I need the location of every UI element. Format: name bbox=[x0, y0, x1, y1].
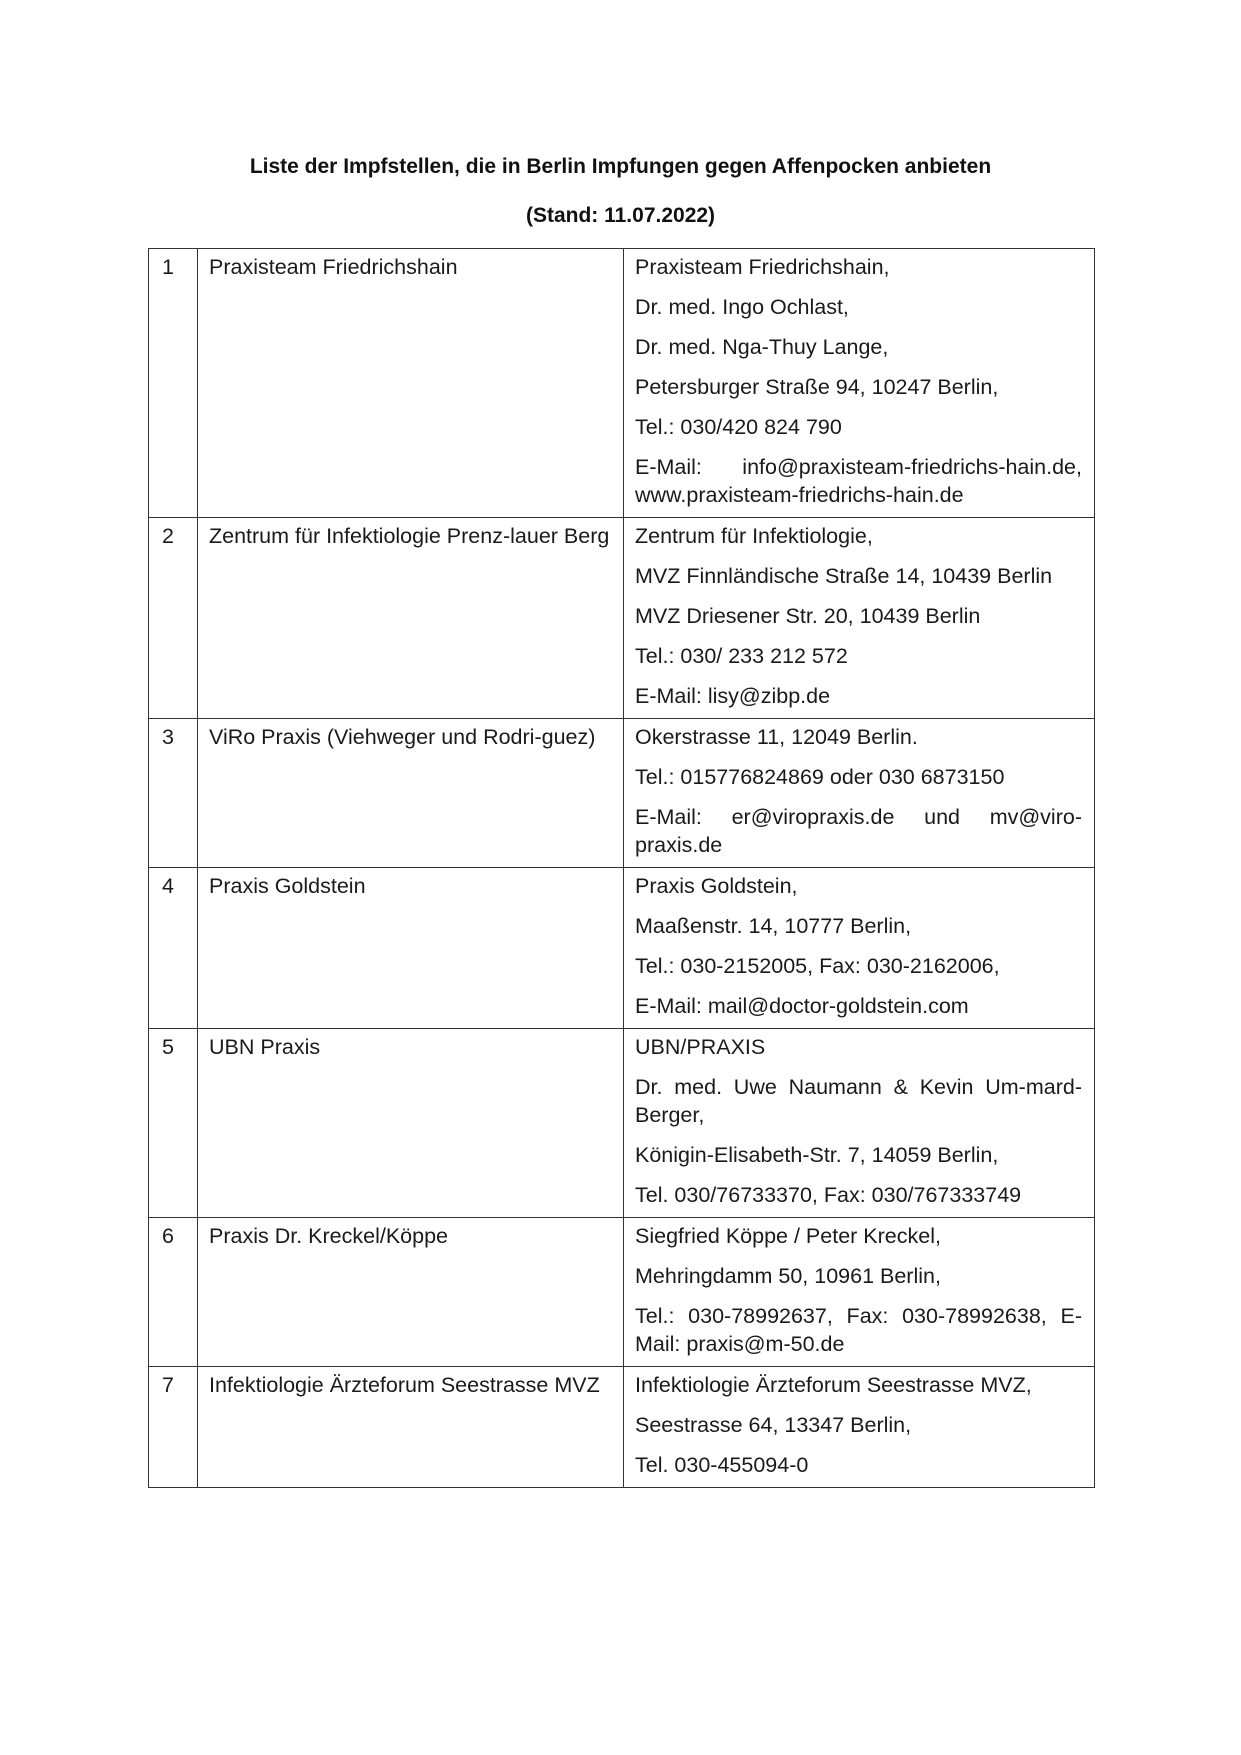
site-contact-cell bbox=[624, 1218, 1095, 1367]
site-contact-cell bbox=[624, 719, 1095, 868]
site-name-cell bbox=[198, 1218, 624, 1367]
table-row bbox=[149, 1218, 1095, 1367]
table-row bbox=[149, 868, 1095, 1029]
contact-block bbox=[624, 1218, 1094, 1366]
table-row bbox=[149, 1367, 1095, 1488]
row-number-cell bbox=[149, 1029, 198, 1218]
contact-line: Dr. med. Uwe Naumann & Kevin Um-mard-Berger, bbox=[635, 1075, 1082, 1127]
site-name-cell bbox=[198, 518, 624, 719]
contact-block bbox=[624, 1029, 1094, 1217]
row-number-cell bbox=[149, 1367, 198, 1488]
contact-block bbox=[624, 719, 1094, 867]
table-row bbox=[149, 249, 1095, 518]
contact-line: Dr. med. Nga-Thuy Lange, bbox=[635, 335, 889, 359]
site-contact-cell bbox=[624, 249, 1095, 518]
contact-block bbox=[624, 868, 1094, 1028]
contact-block bbox=[624, 518, 1094, 718]
contact-line: Tel.: 030-78992637, Fax: 030-78992638, E-Mail: praxis@m-50.de bbox=[635, 1304, 1082, 1356]
site-contact-cell bbox=[624, 868, 1095, 1029]
site-name-cell bbox=[198, 868, 624, 1029]
contact-line: Tel.: 030/420 824 790 bbox=[635, 415, 842, 439]
contact-line: Tel.: 030-2152005, Fax: 030-2162006, bbox=[635, 954, 1000, 978]
row-number-cell bbox=[149, 518, 198, 719]
row-number: 3 bbox=[162, 725, 174, 749]
row-number: 2 bbox=[162, 524, 174, 548]
contact-line: Tel.: 030/ 233 212 572 bbox=[635, 644, 848, 668]
contact-line: MVZ Driesener Str. 20, 10439 Berlin bbox=[635, 604, 981, 628]
contact-line: Dr. med. Ingo Ochlast, bbox=[635, 295, 849, 319]
contact-line: Königin-Elisabeth-Str. 7, 14059 Berlin, bbox=[635, 1143, 999, 1167]
site-contact-cell bbox=[624, 518, 1095, 719]
contact-line: Infektiologie Ärzteforum Seestrasse MVZ, bbox=[635, 1373, 1032, 1397]
row-number: 7 bbox=[162, 1373, 174, 1397]
contact-line: Tel.: 015776824869 oder 030 6873150 bbox=[635, 765, 1005, 789]
table-row bbox=[149, 1029, 1095, 1218]
contact-line: Okerstrasse 11, 12049 Berlin. bbox=[635, 725, 918, 749]
document-subtitle: (Stand: 11.07.2022) bbox=[525, 204, 716, 227]
contact-line: MVZ Finnländische Straße 14, 10439 Berlin bbox=[635, 564, 1053, 588]
site-contact-cell bbox=[624, 1367, 1095, 1488]
site-name: Zentrum für Infektiologie Prenz-lauer Berg bbox=[209, 524, 610, 548]
row-number: 1 bbox=[162, 255, 174, 279]
site-name: UBN Praxis bbox=[209, 1035, 321, 1059]
row-number-cell bbox=[149, 719, 198, 868]
contact-line: UBN/PRAXIS bbox=[635, 1035, 766, 1059]
contact-line: Tel. 030/76733370, Fax: 030/767333749 bbox=[635, 1183, 1022, 1207]
row-number-cell bbox=[149, 249, 198, 518]
table-row bbox=[149, 518, 1095, 719]
site-contact-cell bbox=[624, 1029, 1095, 1218]
row-number-cell bbox=[149, 868, 198, 1029]
row-number: 5 bbox=[162, 1035, 174, 1059]
contact-line: Praxisteam Friedrichshain, bbox=[635, 255, 890, 279]
site-name-cell bbox=[198, 1367, 624, 1488]
contact-line: E-Mail: lisy@zibp.de bbox=[635, 684, 831, 708]
contact-block bbox=[624, 249, 1094, 517]
contact-line: Seestrasse 64, 13347 Berlin, bbox=[635, 1413, 912, 1437]
site-name: Praxis Dr. Kreckel/Köppe bbox=[209, 1224, 448, 1248]
row-number: 6 bbox=[162, 1224, 174, 1248]
row-number-cell bbox=[149, 1218, 198, 1367]
contact-line: Siegfried Köppe / Peter Kreckel, bbox=[635, 1224, 941, 1248]
document-title: Liste der Impfstellen, die in Berlin Impfungen gegen Affenpocken anbieten bbox=[249, 155, 992, 178]
row-number: 4 bbox=[162, 874, 174, 898]
site-name-cell bbox=[198, 1029, 624, 1218]
site-name: Infektiologie Ärzteforum Seestrasse MVZ bbox=[209, 1373, 600, 1397]
contact-line: Zentrum für Infektiologie, bbox=[635, 524, 873, 548]
contact-line: Praxis Goldstein, bbox=[635, 874, 798, 898]
site-name-cell bbox=[198, 719, 624, 868]
site-name: ViRo Praxis (Viehweger und Rodri-guez) bbox=[209, 725, 596, 749]
contact-line: E-Mail: er@viropraxis.de und mv@viro-praxis.de bbox=[635, 805, 1082, 857]
site-name: Praxis Goldstein bbox=[209, 874, 366, 898]
contact-block bbox=[624, 1367, 1094, 1487]
contact-line: Maaßenstr. 14, 10777 Berlin, bbox=[635, 914, 912, 938]
contact-line: E-Mail: info@praxisteam-friedrichs-hain.de, www.praxisteam-friedrichs-hain.de bbox=[635, 455, 1082, 507]
contact-line: Petersburger Straße 94, 10247 Berlin, bbox=[635, 375, 999, 399]
table-row bbox=[149, 719, 1095, 868]
contact-line: E-Mail: mail@doctor-goldstein.com bbox=[635, 994, 969, 1018]
contact-line: Tel. 030-455094-0 bbox=[635, 1453, 809, 1477]
vaccination-sites-table bbox=[148, 248, 1095, 1488]
site-name: Praxisteam Friedrichshain bbox=[209, 255, 458, 279]
contact-line: Mehringdamm 50, 10961 Berlin, bbox=[635, 1264, 941, 1288]
site-name-cell bbox=[198, 249, 624, 518]
